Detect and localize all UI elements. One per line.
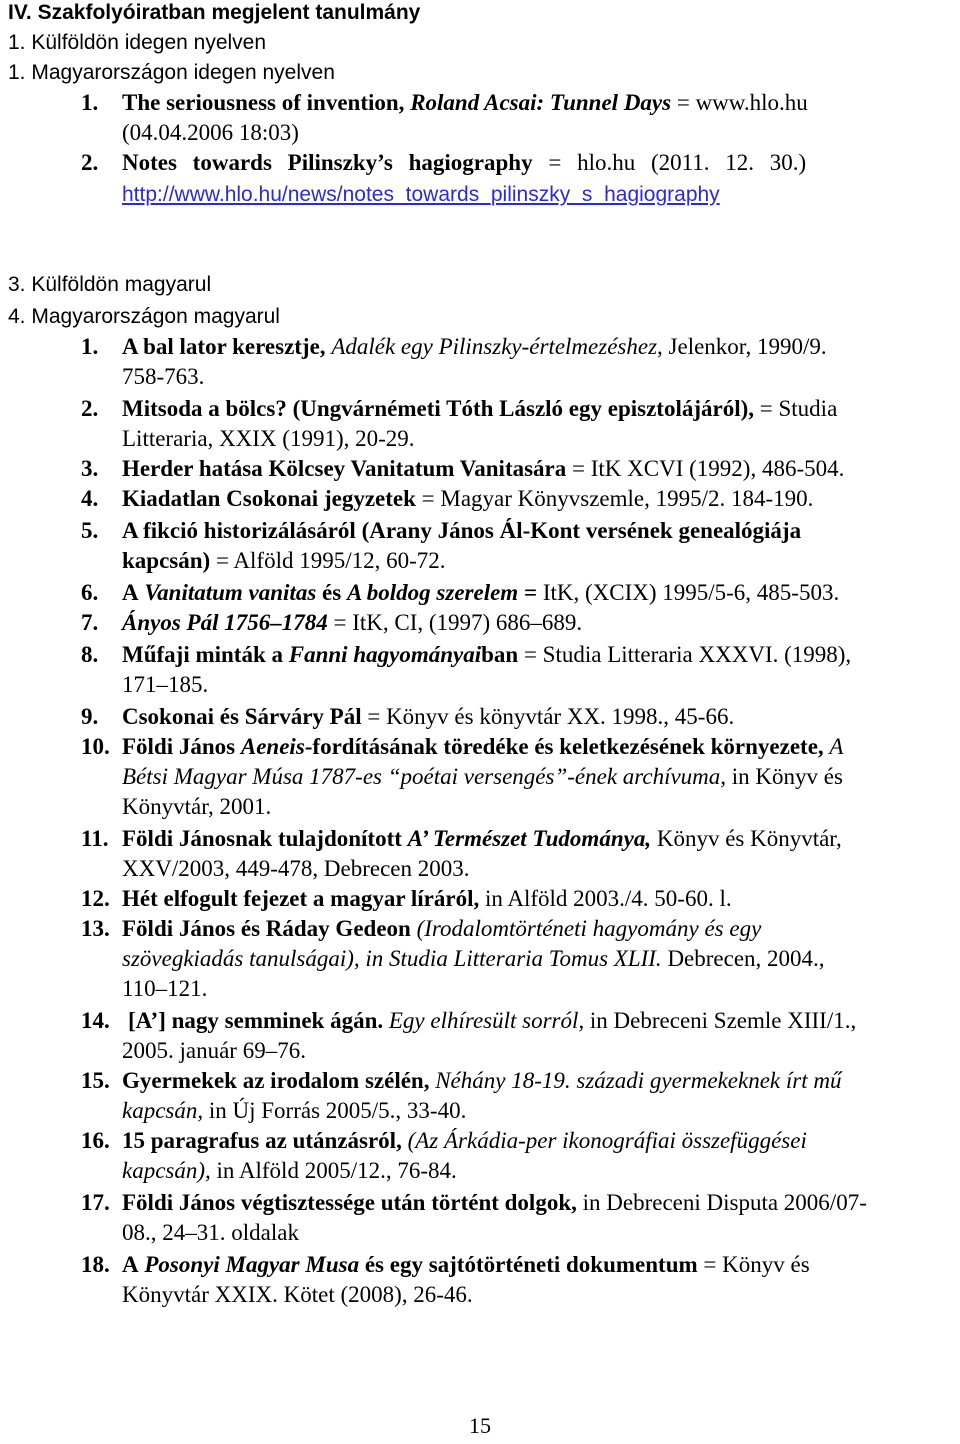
subsection-hungary-hungarian: 4. Magyarországon magyarul <box>8 305 280 328</box>
subsection-abroad-foreign: 1. Külföldön idegen nyelven <box>8 31 267 54</box>
item-text: The seriousness of invention, Roland Acsai: Tunnel Days = www.hlo.hu <box>122 90 808 115</box>
page-number: 15 <box>469 1413 491 1438</box>
document-page: IV. Szakfolyóiratban megjelent tanulmány 1. Külföldön idegen nyelven 1. Magyarországon idegen nyelven 1. The seriousness of invention, Roland Acsai: Tunnel Days = www.hlo.hu (04.04.2006 18:03) 2. Notes towards Pilinszky’s hagiography = hlo.hu (2011. 12. 30.) http://www.hlo.hu/news/notes_towards_pilinszky_s_hagiography 3. Külföldön magyarul 4. Magyarországon magyarul 1. A bal lator keresztje, Adalék egy Pilinszky-értelmezéshez, Jelenkor, 1990/9. 758-763. 2. Mitsoda a bölcs? (Ungvárnémeti Tóth László egy episztolájáról), = Studia Litteraria, XXIX (1991), 20-29. 3. Herder hatása Kölcsey Vanitatum Vanitasára = ItK XCVI (1992), 486-504. 4. Kiadatlan Csokonai jegyzetek = Magyar Könyvszemle, 1995/2. 184-190. 5. A fikció historizálásáról (Arany János Ál-Kont versének genealógiája kapcsán) = Alföld 1995/12, 60-72. 6. A Vanitatum vanitas és A boldog szerelem = ItK, (XCIX) 1995/5-6, 485-503. 7. Ányos Pál 1756–1784 = ItK, CI, (1997) 686–689. 8. Műfaji minták a Fanni hagyományaiban = Studia Litteraria XXXVI. (1998), 171–185. 9. Csokonai és Sárváry Pál = Könyv és könyvtár XX. 1998., 45-66. 10. Földi János Aeneis-fordításának töredéke és keletkezésének környezete, A Bétsi Magyar Músa 1787-es “poétai versengés”-ének archívuma, in Könyv és Könyvtár, 2001. 11. Földi Jánosnak tulajdonított A’ Természet Tudománya, Könyv és Könyvtár, XXV/2003, 449-478, Debrecen 2003. 12. Hét elfogult fejezet a magyar líráról, in Alföld 2003./4. 50-60. l. 13. Földi János és Ráday Gedeon (Irodalomtörténeti hagyomány és egy szövegkiadás tanulságai), in Studia Litteraria Tomus XLII. Debrecen, 2004., 110–121. 14. [A’] nagy semminek ágán. Egy elhíresült sorról, in Debreceni Szemle XIII/1., 2005. január 69–76. 15. Gyermekek az irodalom szélén, Néhány 18-19. századi gyermekeknek írt mű kapcsán, in Új Forrás 2005/5., 33-40. 16. 15 paragrafus az utánzásról, (Az Árkádia-per ikonográfiai összefüggései kapcsán), in Alföld 2005/12., 76-84. 17. Földi János végtisztessége után történt dolgok, in Debreceni Disputa 2006/07- 08., 24–31. oldalak 18. A Posonyi Magyar Musa és egy sajtótörténeti dokumentum = Könyv és Könyvtár XXIX. Kötet (2008), 26-46. 15 <box>0 0 960 1444</box>
item-number: 1. <box>81 90 99 115</box>
item-number: 2. <box>81 150 99 175</box>
subsection-hungary-foreign: 1. Magyarországon idegen nyelven <box>8 61 335 84</box>
item-text: Notes towards Pilinszky’s hagiography = hlo.hu (2011. 12. 30.) <box>122 150 807 175</box>
subsection-abroad-hungarian: 3. Külföldön magyarul <box>8 273 212 296</box>
section-heading: IV. Szakfolyóiratban megjelent tanulmány <box>8 1 421 24</box>
hagiography-link[interactable]: http://www.hlo.hu/news/notes_towards_pilinszky_s_hagiography <box>122 183 720 206</box>
